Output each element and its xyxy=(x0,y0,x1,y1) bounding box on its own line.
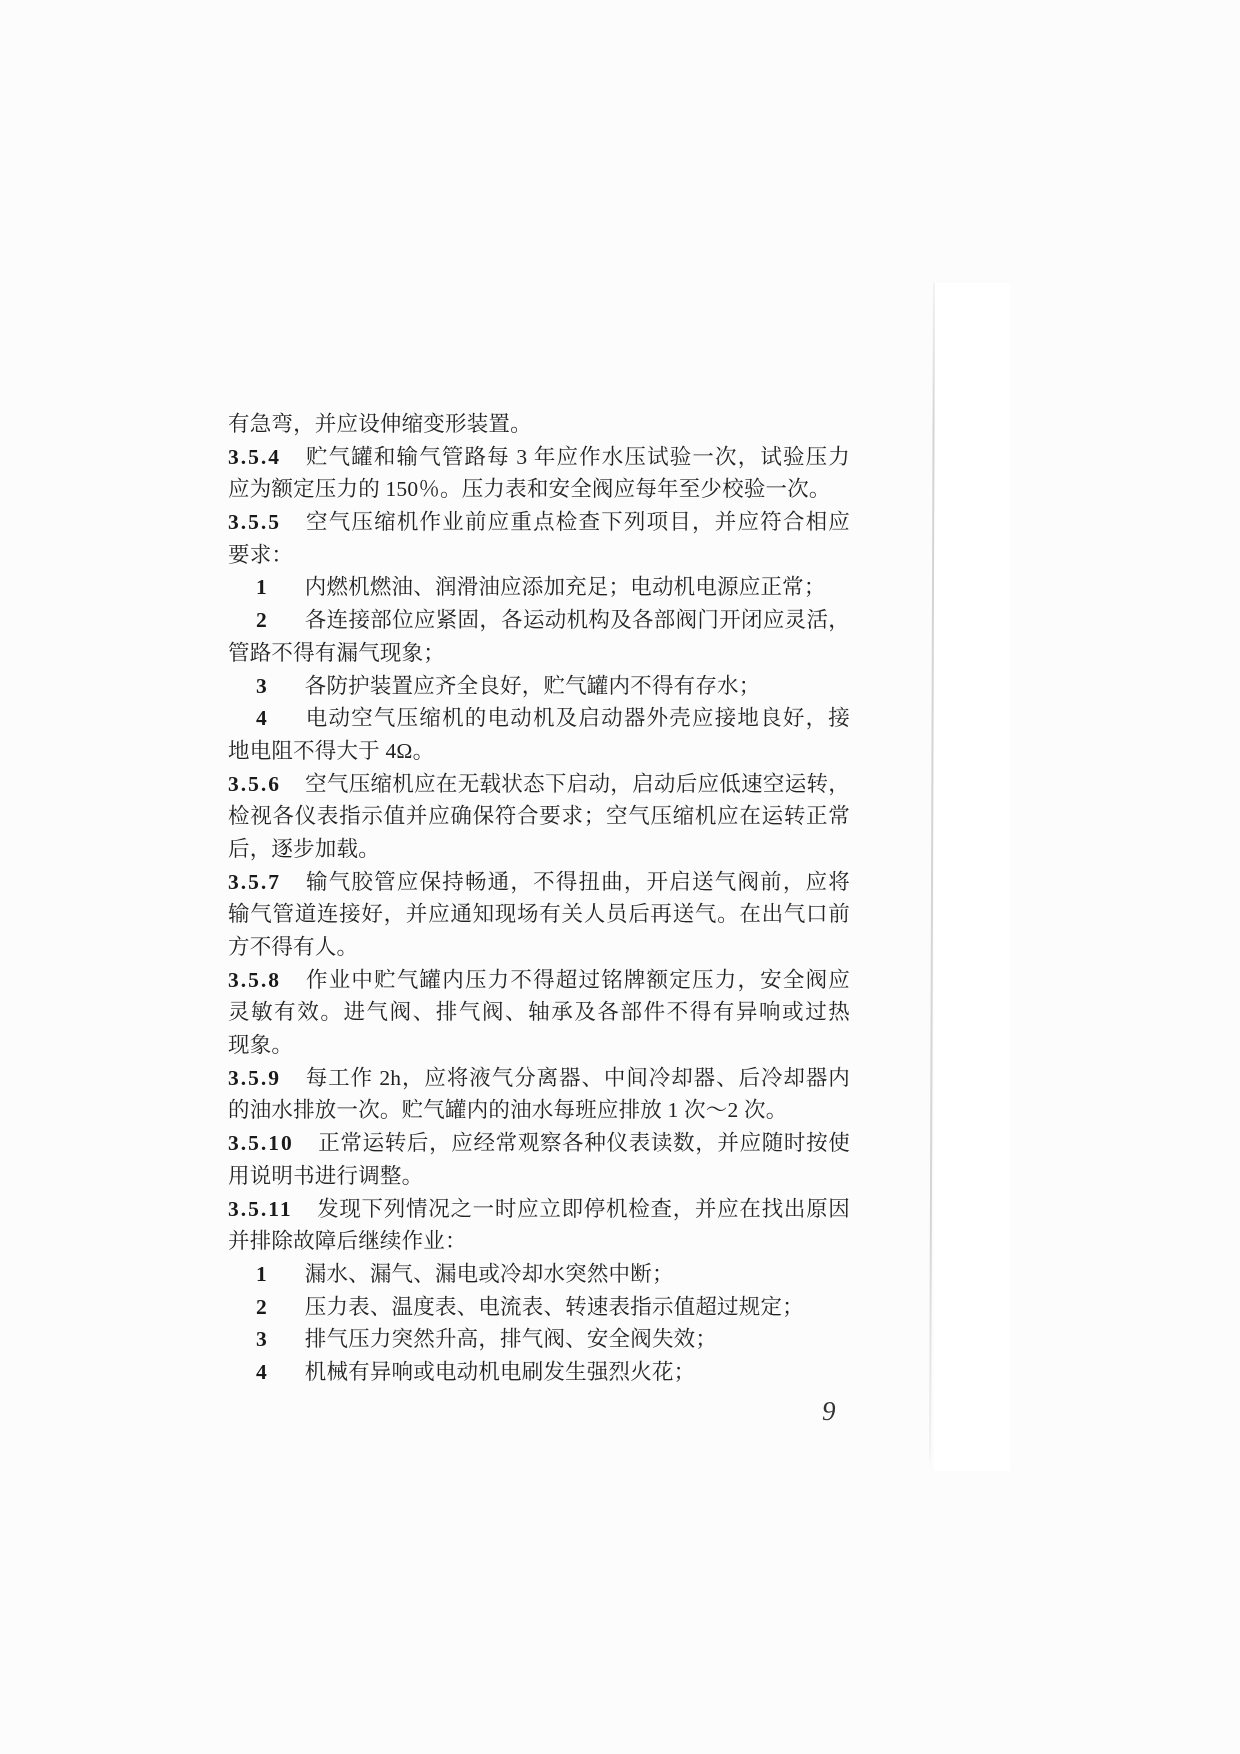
scan-artifact-strip xyxy=(934,283,1010,1471)
text-line xyxy=(228,506,850,539)
clause-number: 3 xyxy=(256,673,267,698)
clause-text: 每工作 2h，应将液气分离器、中间冷却器、后冷却器内 xyxy=(305,1065,850,1090)
clause-text: 电动空气压缩机的电动机及启动器外壳应接地良好，接 xyxy=(304,706,850,731)
clause-number: 3.5.10 xyxy=(228,1131,294,1156)
clause-text: 后，逐步加载。 xyxy=(228,836,380,861)
text-line xyxy=(228,539,850,572)
clause-text: 有急弯，并应设伸缩变形装置。 xyxy=(228,412,532,436)
clause-number: 1 xyxy=(256,1261,267,1286)
clause-text: 管路不得有漏气现象； xyxy=(228,640,446,665)
text-line xyxy=(228,670,850,703)
clause-number: 2 xyxy=(256,608,267,633)
text-line xyxy=(228,898,850,931)
text-line xyxy=(228,702,850,735)
clause-text: 机械有异响或电动机电刷发生强烈火花； xyxy=(304,1359,696,1384)
clause-text: 压力表、温度表、电流表、转速表指示值超过规定； xyxy=(304,1294,804,1319)
text-line xyxy=(228,964,850,997)
text-line xyxy=(228,637,850,670)
clause-text: 空气压缩机应在无载状态下启动，启动后应低速空运转， xyxy=(305,771,850,796)
clause-text: 排气压力突然升高，排气阀、安全阀失效； xyxy=(304,1327,718,1352)
clause-text: 输气管道连接好，并应通知现场有关人员后再送气。在出气口前 xyxy=(228,902,850,927)
clause-text: 贮气罐和输气管路每 3 年应作水压试验一次，试验压力 xyxy=(305,444,850,469)
clause-number: 3.5.9 xyxy=(228,1065,281,1090)
clause-number: 1 xyxy=(256,575,267,600)
clause-text: 检视各仪表指示值并应确保符合要求；空气压缩机应在运转正常 xyxy=(228,804,850,829)
clause-text: 发现下列情况之一时应立即停机检查，并应在找出原因 xyxy=(316,1196,850,1221)
text-line xyxy=(228,931,850,964)
text-line xyxy=(228,1323,850,1356)
clause-text: 并排除故障后继续作业： xyxy=(228,1229,467,1254)
clause-text: 各连接部位应紧固，各运动机构及各部阀门开闭应灵活， xyxy=(304,608,850,633)
text-line xyxy=(228,1029,850,1062)
text-line xyxy=(228,1258,850,1291)
text-line xyxy=(228,473,850,506)
clause-text: 应为额定压力的 150％。压力表和安全阀应每年至少校验一次。 xyxy=(228,477,831,502)
clause-number: 3.5.8 xyxy=(228,967,281,992)
clause-text: 输气胶管应保持畅通，不得扭曲，开启送气阀前，应将 xyxy=(305,869,850,894)
page-number: 9 xyxy=(822,1396,837,1426)
text-line xyxy=(228,996,850,1029)
clause-text: 方不得有人。 xyxy=(228,935,359,959)
text-line xyxy=(228,571,850,604)
clause-text: 要求： xyxy=(228,542,294,567)
clause-text: 内燃机燃油、润滑油应添加充足；电动机电源应正常； xyxy=(304,575,826,600)
text-line xyxy=(228,768,850,801)
clause-text: 地电阻不得大于 4Ω。 xyxy=(228,738,435,763)
clause-text: 现象。 xyxy=(228,1033,294,1058)
clause-text: 正常运转后，应经常观察各种仪表读数，并应随时按使 xyxy=(317,1131,850,1156)
clause-text: 作业中贮气罐内压力不得超过铭牌额定压力，安全阀应 xyxy=(305,967,850,992)
text-line xyxy=(228,1225,850,1258)
text-line xyxy=(228,1127,850,1160)
clause-text: 空气压缩机作业前应重点检查下列项目，并应符合相应 xyxy=(305,510,850,535)
text-line xyxy=(228,1062,850,1095)
text-line xyxy=(228,800,850,833)
text-line xyxy=(228,833,850,866)
clause-text: 漏水、漏气、漏电或冷却水突然中断； xyxy=(304,1261,674,1286)
text-line xyxy=(228,408,850,441)
clause-number: 2 xyxy=(256,1294,267,1319)
text-line xyxy=(228,735,850,768)
text-line xyxy=(228,1356,850,1389)
clause-number: 4 xyxy=(256,1359,267,1384)
clause-text: 灵敏有效。进气阀、排气阀、轴承及各部件不得有异响或过热 xyxy=(228,1000,850,1025)
text-line xyxy=(228,1193,850,1226)
text-line xyxy=(228,1160,850,1193)
clause-number: 3.5.7 xyxy=(228,869,281,894)
text-block xyxy=(228,408,850,1389)
text-line xyxy=(228,441,850,474)
text-line xyxy=(228,1291,850,1324)
text-line xyxy=(228,1094,850,1127)
clause-number: 3.5.11 xyxy=(228,1196,293,1221)
clause-number: 3.5.6 xyxy=(228,771,281,796)
clause-text: 各防护装置应齐全良好，贮气罐内不得有存水； xyxy=(304,673,761,698)
text-line xyxy=(228,604,850,637)
clause-number: 3.5.5 xyxy=(228,510,281,535)
clause-text: 的油水排放一次。贮气罐内的油水每班应排放 1 次～2 次。 xyxy=(228,1098,788,1123)
clause-number: 4 xyxy=(256,706,267,731)
clause-number: 3.5.4 xyxy=(228,444,281,469)
text-line xyxy=(228,866,850,899)
clause-text: 用说明书进行调整。 xyxy=(228,1163,424,1188)
clause-number: 3 xyxy=(256,1327,267,1352)
